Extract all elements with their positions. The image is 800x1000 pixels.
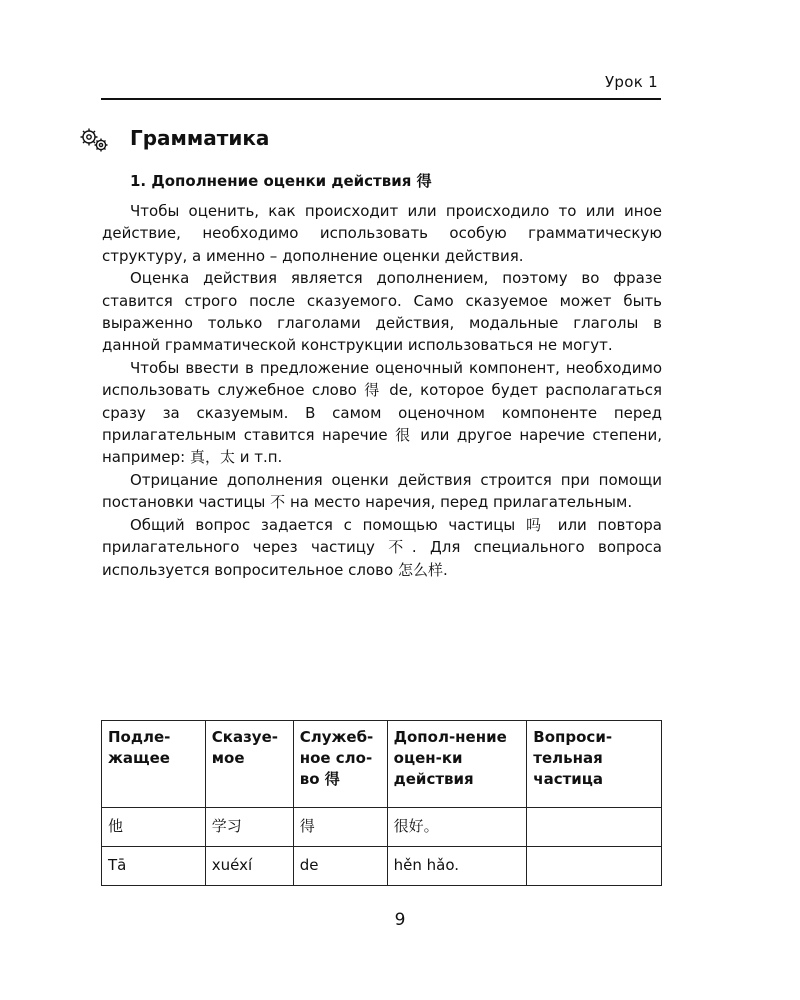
gears-icon bbox=[78, 126, 110, 154]
body-text bbox=[102, 200, 662, 581]
table-cell: xuéxí bbox=[205, 847, 293, 886]
table-header-row bbox=[102, 721, 662, 808]
table-cell bbox=[527, 847, 662, 886]
lesson-header: Урок 1 bbox=[604, 73, 658, 91]
header-question-particle: Вопроси-тельная частица bbox=[527, 721, 662, 808]
paragraph: Отрицание дополнения оценки действия строится при помощи постановки частицы 不 на место наречия, перед прилагательным. bbox=[102, 470, 662, 512]
subsection-title: 1. Дополнение оценки действия 得 bbox=[130, 172, 432, 190]
header-predicate: Сказуе-мое bbox=[205, 721, 293, 808]
table-row bbox=[102, 808, 662, 847]
paragraph: Оценка действия является дополнением, поэтому во фразе ставится строго после сказуемого. Само сказуемое может быть выраженно только глаголами действия, модальные глаголы в данной грамматической конструкции использоваться не могут. bbox=[102, 269, 662, 355]
grammar-table bbox=[101, 720, 662, 886]
table-cell: 他 bbox=[102, 808, 206, 847]
paragraph: Чтобы оценить, как происходит или происходило то или иное действие, необходимо использовать особую грамматическую структуру, а именно – дополнение оценки действия. bbox=[102, 202, 662, 265]
table-cell bbox=[527, 808, 662, 847]
paragraph: Общий вопрос задается с помощью частицы 吗 или повтора прилагательного через частицу 不. Для специального вопроса используется вопросительное слово 怎么样. bbox=[102, 515, 662, 579]
paragraph: Чтобы ввести в предложение оценочный компонент, необходимо использовать служебное слово 得 de, которое будет располагаться сразу за сказуемым. В самом оценочном компоненте перед прилагательным ставится наречие 很 или другое наречие степени, например: 真，太 и т.п. bbox=[102, 358, 662, 467]
header-subject: Подле-жащее bbox=[102, 721, 206, 808]
section-title: Грамматика bbox=[130, 126, 270, 150]
header-auxiliary-word: Служеб-ное сло-во 得 bbox=[293, 721, 387, 808]
table-cell: de bbox=[293, 847, 387, 886]
table-row bbox=[102, 847, 662, 886]
table-cell: 学习 bbox=[205, 808, 293, 847]
table-cell: 得 bbox=[293, 808, 387, 847]
table-cell: 很好。 bbox=[387, 808, 527, 847]
table-cell: hěn hǎo. bbox=[387, 847, 527, 886]
header-divider bbox=[101, 98, 661, 100]
header-complement: Допол-нение оцен-ки действия bbox=[387, 721, 527, 808]
table-cell: Tā bbox=[102, 847, 206, 886]
page-number: 9 bbox=[394, 910, 406, 930]
